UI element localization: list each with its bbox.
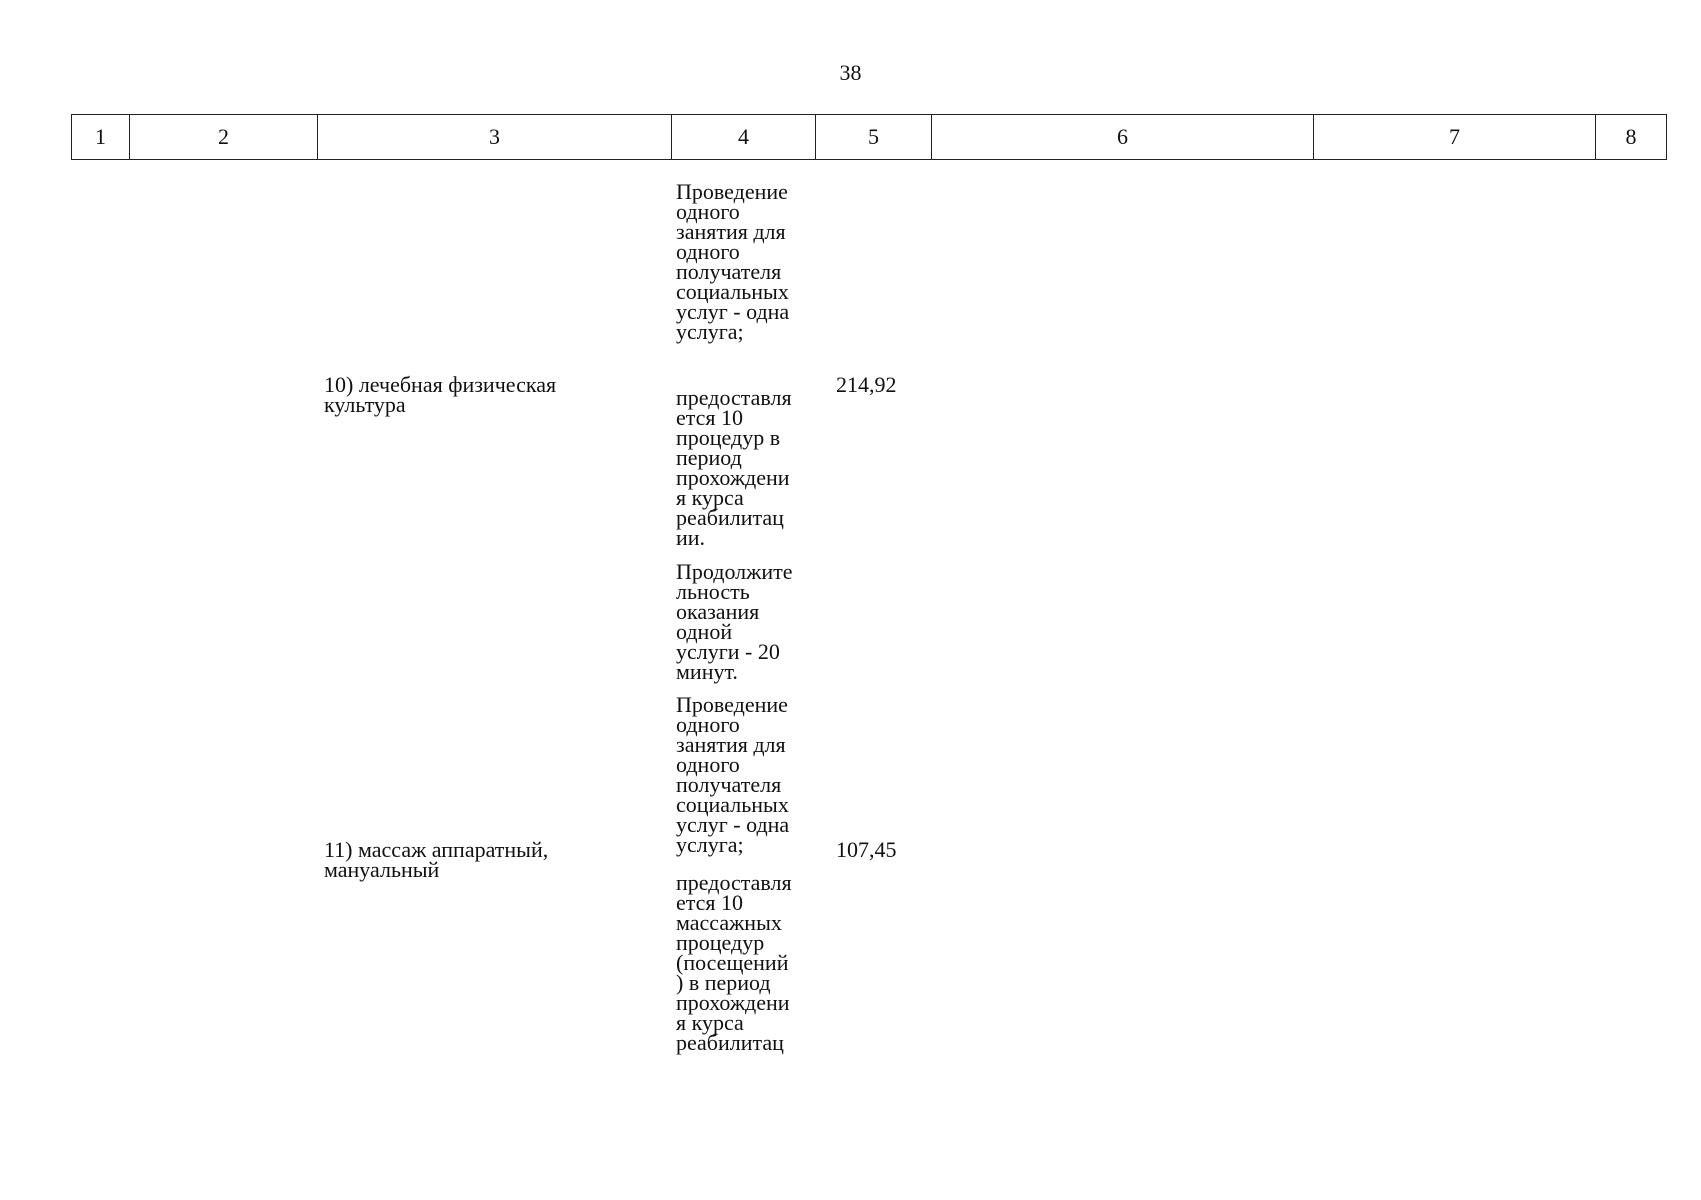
row-2-service-name: 11) массаж аппаратный, мануальный xyxy=(324,837,549,882)
page-number: 38 xyxy=(839,60,862,85)
header-col-5: 5 xyxy=(816,115,932,160)
row-1-col4-block-3: Проведение одного занятия для одного получателя социальных услуг - одна услуга; xyxy=(676,692,790,857)
header-col-8: 8 xyxy=(1596,115,1667,160)
header-row xyxy=(72,115,1667,160)
header-col-4: 4 xyxy=(672,115,816,160)
row-2-price: 107,45 xyxy=(836,837,897,862)
row-1-price: 214,92 xyxy=(836,372,897,397)
column-number-header-table xyxy=(71,114,1667,160)
row-1-service-name: 10) лечебная физическая культура xyxy=(324,372,557,417)
row-1-col4-block-1: предоставля ется 10 процедур в период прохождени я курса реабилитац ии. xyxy=(676,385,792,550)
header-col-1: 1 xyxy=(72,115,130,160)
header-col-2: 2 xyxy=(130,115,318,160)
row-2-col4-block-1: предоставля ется 10 массажных процедур (посещений ) в период прохождени я курса реабилитац xyxy=(676,870,792,1055)
row-1-col4-block-2: Продолжите льность оказания одной услуги - 20 минут. xyxy=(676,559,793,684)
header-col-7: 7 xyxy=(1314,115,1596,160)
header-col-6: 6 xyxy=(932,115,1314,160)
row-0-col4-block-1: Проведение одного занятия для одного получателя социальных услуг - одна услуга; xyxy=(676,179,790,344)
header-col-3: 3 xyxy=(318,115,672,160)
